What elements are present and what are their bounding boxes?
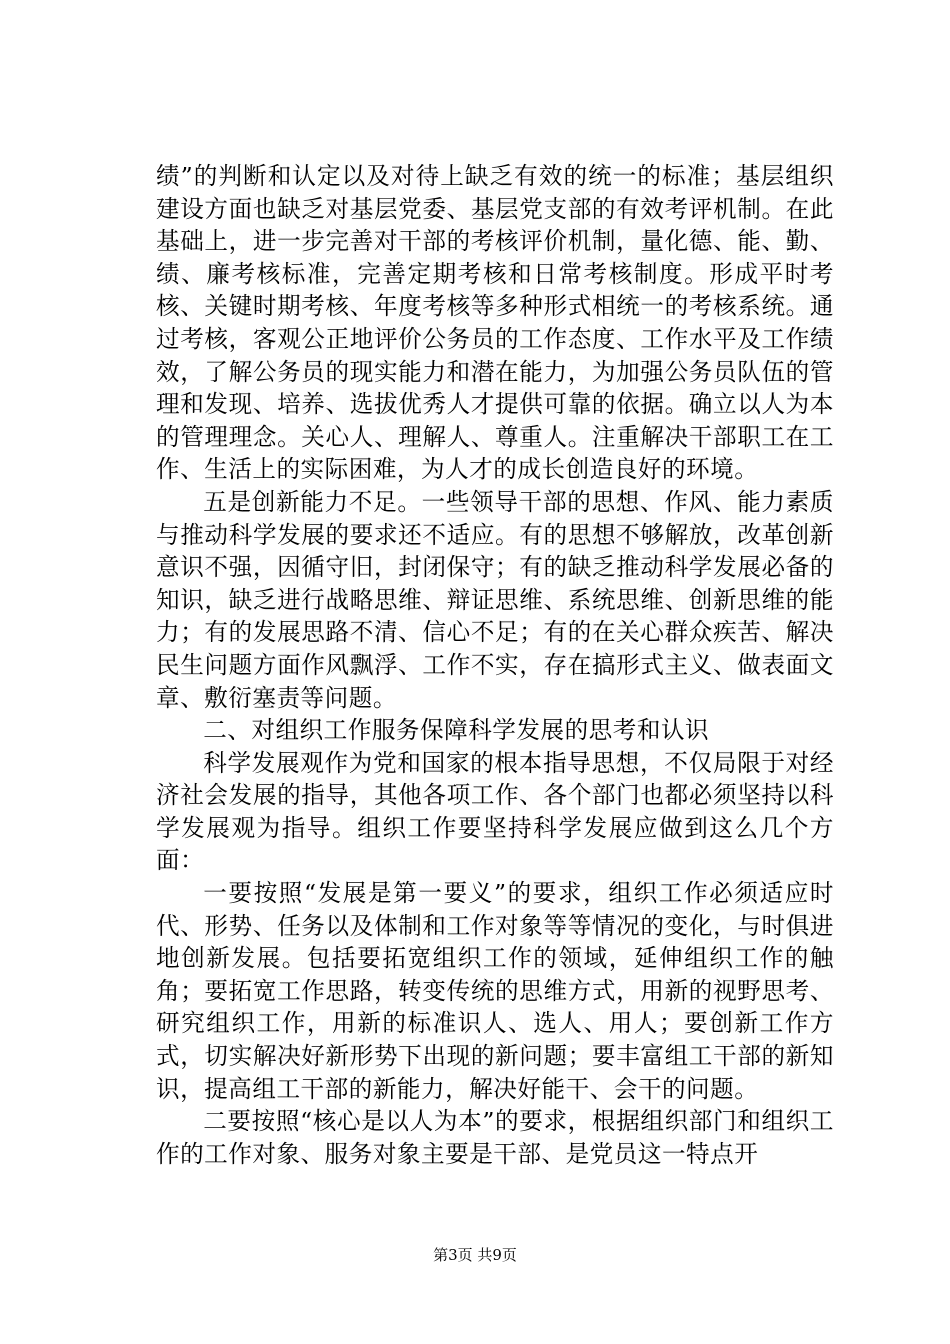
paragraph-point-two: 二要按照“核心是以人为本”的要求，根据组织部门和组织工作的工作对象、服务对象主要是干部、是党员这一特点开	[156, 1107, 834, 1168]
paragraph-scientific-development: 科学发展观作为党和国家的根本指导思想，不仅局限于对经济社会发展的指导，其他各项工作、各个部门也都必须坚持以科学发展观为指导。组织工作要坚持科学发展应做到这么几个方面：	[156, 748, 834, 875]
paragraph-point-one: 一要按照“发展是第一要义”的要求，组织工作必须适应时代、形势、任务以及体制和工作对象等等情况的变化，与时俱进地创新发展。包括要拓宽组织工作的领域，延伸组织工作的触角；要拓宽工作思路，转变传统的思维方式，用新的视野思考、研究组织工作，用新的标准识人、选人、用人；要创新工作方式，切实解决好新形势下出现的新问题；要丰富组工干部的新知识，提高组工干部的新能力，解决好能干、会干的问题。	[156, 879, 834, 1103]
page-number-footer: 第3页 共9页	[433, 1246, 517, 1264]
document-body	[156, 160, 834, 1170]
paragraph-innovation-ability: 五是创新能力不足。一些领导干部的思想、作风、能力素质与推动科学发展的要求还不适应。有的思想不够解放，改革创新意识不强，因循守旧，封闭保守；有的缺乏推动科学发展必备的知识，缺乏进行战略思维、辩证思维、系统思维、创新思维的能力；有的发展思路不清、信心不足；有的在关心群众疾苦、解决民生问题方面作风飘浮、工作不实，存在搞形式主义、做表面文章、敷衍塞责等问题。	[156, 487, 834, 712]
section-heading-two: 二、对组织工作服务保障科学发展的思考和认识	[203, 716, 710, 745]
paragraph-evaluation-mechanism: 绩”的判断和认定以及对待上缺乏有效的统一的标准；基层组织建设方面也缺乏对基层党委、基层党支部的有效考评机制。在此基础上，进一步完善对干部的考核评价机制，量化德、能、勤、绩、廉考核标准，完善定期考核和日常考核制度。形成平时考核、关键时期考核、年度考核等多种形式相统一的考核系统。通过考核，客观公正地评价公务员的工作态度、工作水平及工作绩效，了解公务员的现实能力和潜在能力，为加强公务员队伍的管理和发现、培养、选拔优秀人才提供可靠的依据。确立以人为本的管理理念。关心人、理解人、尊重人。注重解决干部职工在工作、生活上的实际困难，为人才的成长创造良好的环境。	[156, 162, 834, 484]
